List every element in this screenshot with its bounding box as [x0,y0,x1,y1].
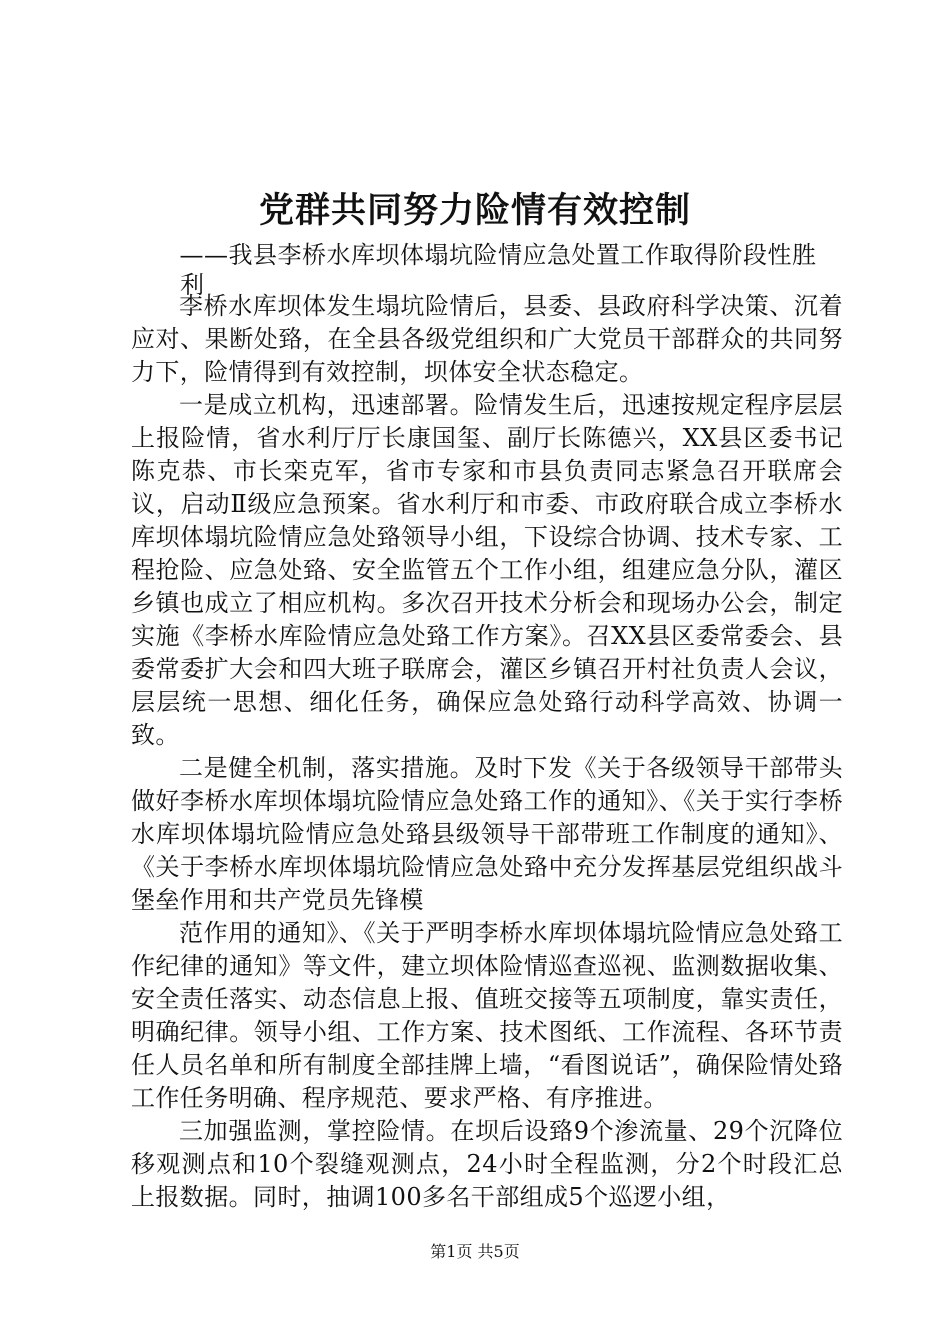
paragraph: 范作用的通知》、《关于严明李桥水库坝体塌坑险情应急处臵工作纪律的通知》等文件，建立坝体险情巡查巡视、监测数据收集、安全责任落实、动态信息上报、值班交接等五项制度，靠实责任，明确纪律。领导小组、工作方案、技术图纸、工作流程、各环节责任人员名单和所有制度全部挂牌上墙，“看图说话”，确保险情处臵工作任务明确、程序规范、要求严格、有序推进。 [131,919,843,1112]
paragraph: 三加强监测，掌控险情。在坝后设臵9个渗流量、29个沉降位移观测点和10个裂缝观测点，24小时全程监测，分2个时段汇总上报数据。同时，抽调100多名干部组成5个巡逻小组， [131,1117,843,1211]
page-number: 第1页 共5页 [430,1242,520,1261]
document-body [131,290,843,1214]
paragraph: 李桥水库坝体发生塌坑险情后，县委、县政府科学决策、沉着应对、果断处臵，在全县各级党组织和广大党员干部群众的共同努力下，险情得到有效控制，坝体安全状态稳定。 [131,292,843,386]
paragraph: 一是成立机构，迅速部署。险情发生后，迅速按规定程序层层上报险情，省水利厅厅长康国玺、副厅长陈德兴，XX县区委书记陈克恭、市长栾克军，省市专家和市县负责同志紧急召开联席会议，启动Ⅱ级应急预案。省水利厅和市委、市政府联合成立李桥水库坝体塌坑险情应急处臵领导小组，下设综合协调、技术专家、工程抢险、应急处臵、安全监管五个工作小组，组建应急分队，灌区乡镇也成立了相应机构。多次召开技术分析会和现场办公会，制定实施《李桥水库险情应急处臵工作方案》。召XX县区委常委会、县委常委扩大会和四大班子联席会，灌区乡镇召开村社负责人会议，层层统一思想、细化任务，确保应急处臵行动科学高效、协调一致。 [131,391,843,749]
document-subtitle: ——我县李桥水库坝体塌坑险情应急处置工作取得阶段性胜利 [179,241,817,299]
paragraph: 二是健全机制，落实措施。及时下发《关于各级领导干部带头做好李桥水库坝体塌坑险情应急处臵工作的通知》、《关于实行李桥水库坝体塌坑险情应急处臵县级领导干部带班工作制度的通知》、《关于李桥水库坝体塌坑险情应急处臵中充分发挥基层党组织战斗堡垒作用和共产党员先锋模 [131,754,843,914]
document-title: 党群共同努力险情有效控制 [258,190,691,231]
